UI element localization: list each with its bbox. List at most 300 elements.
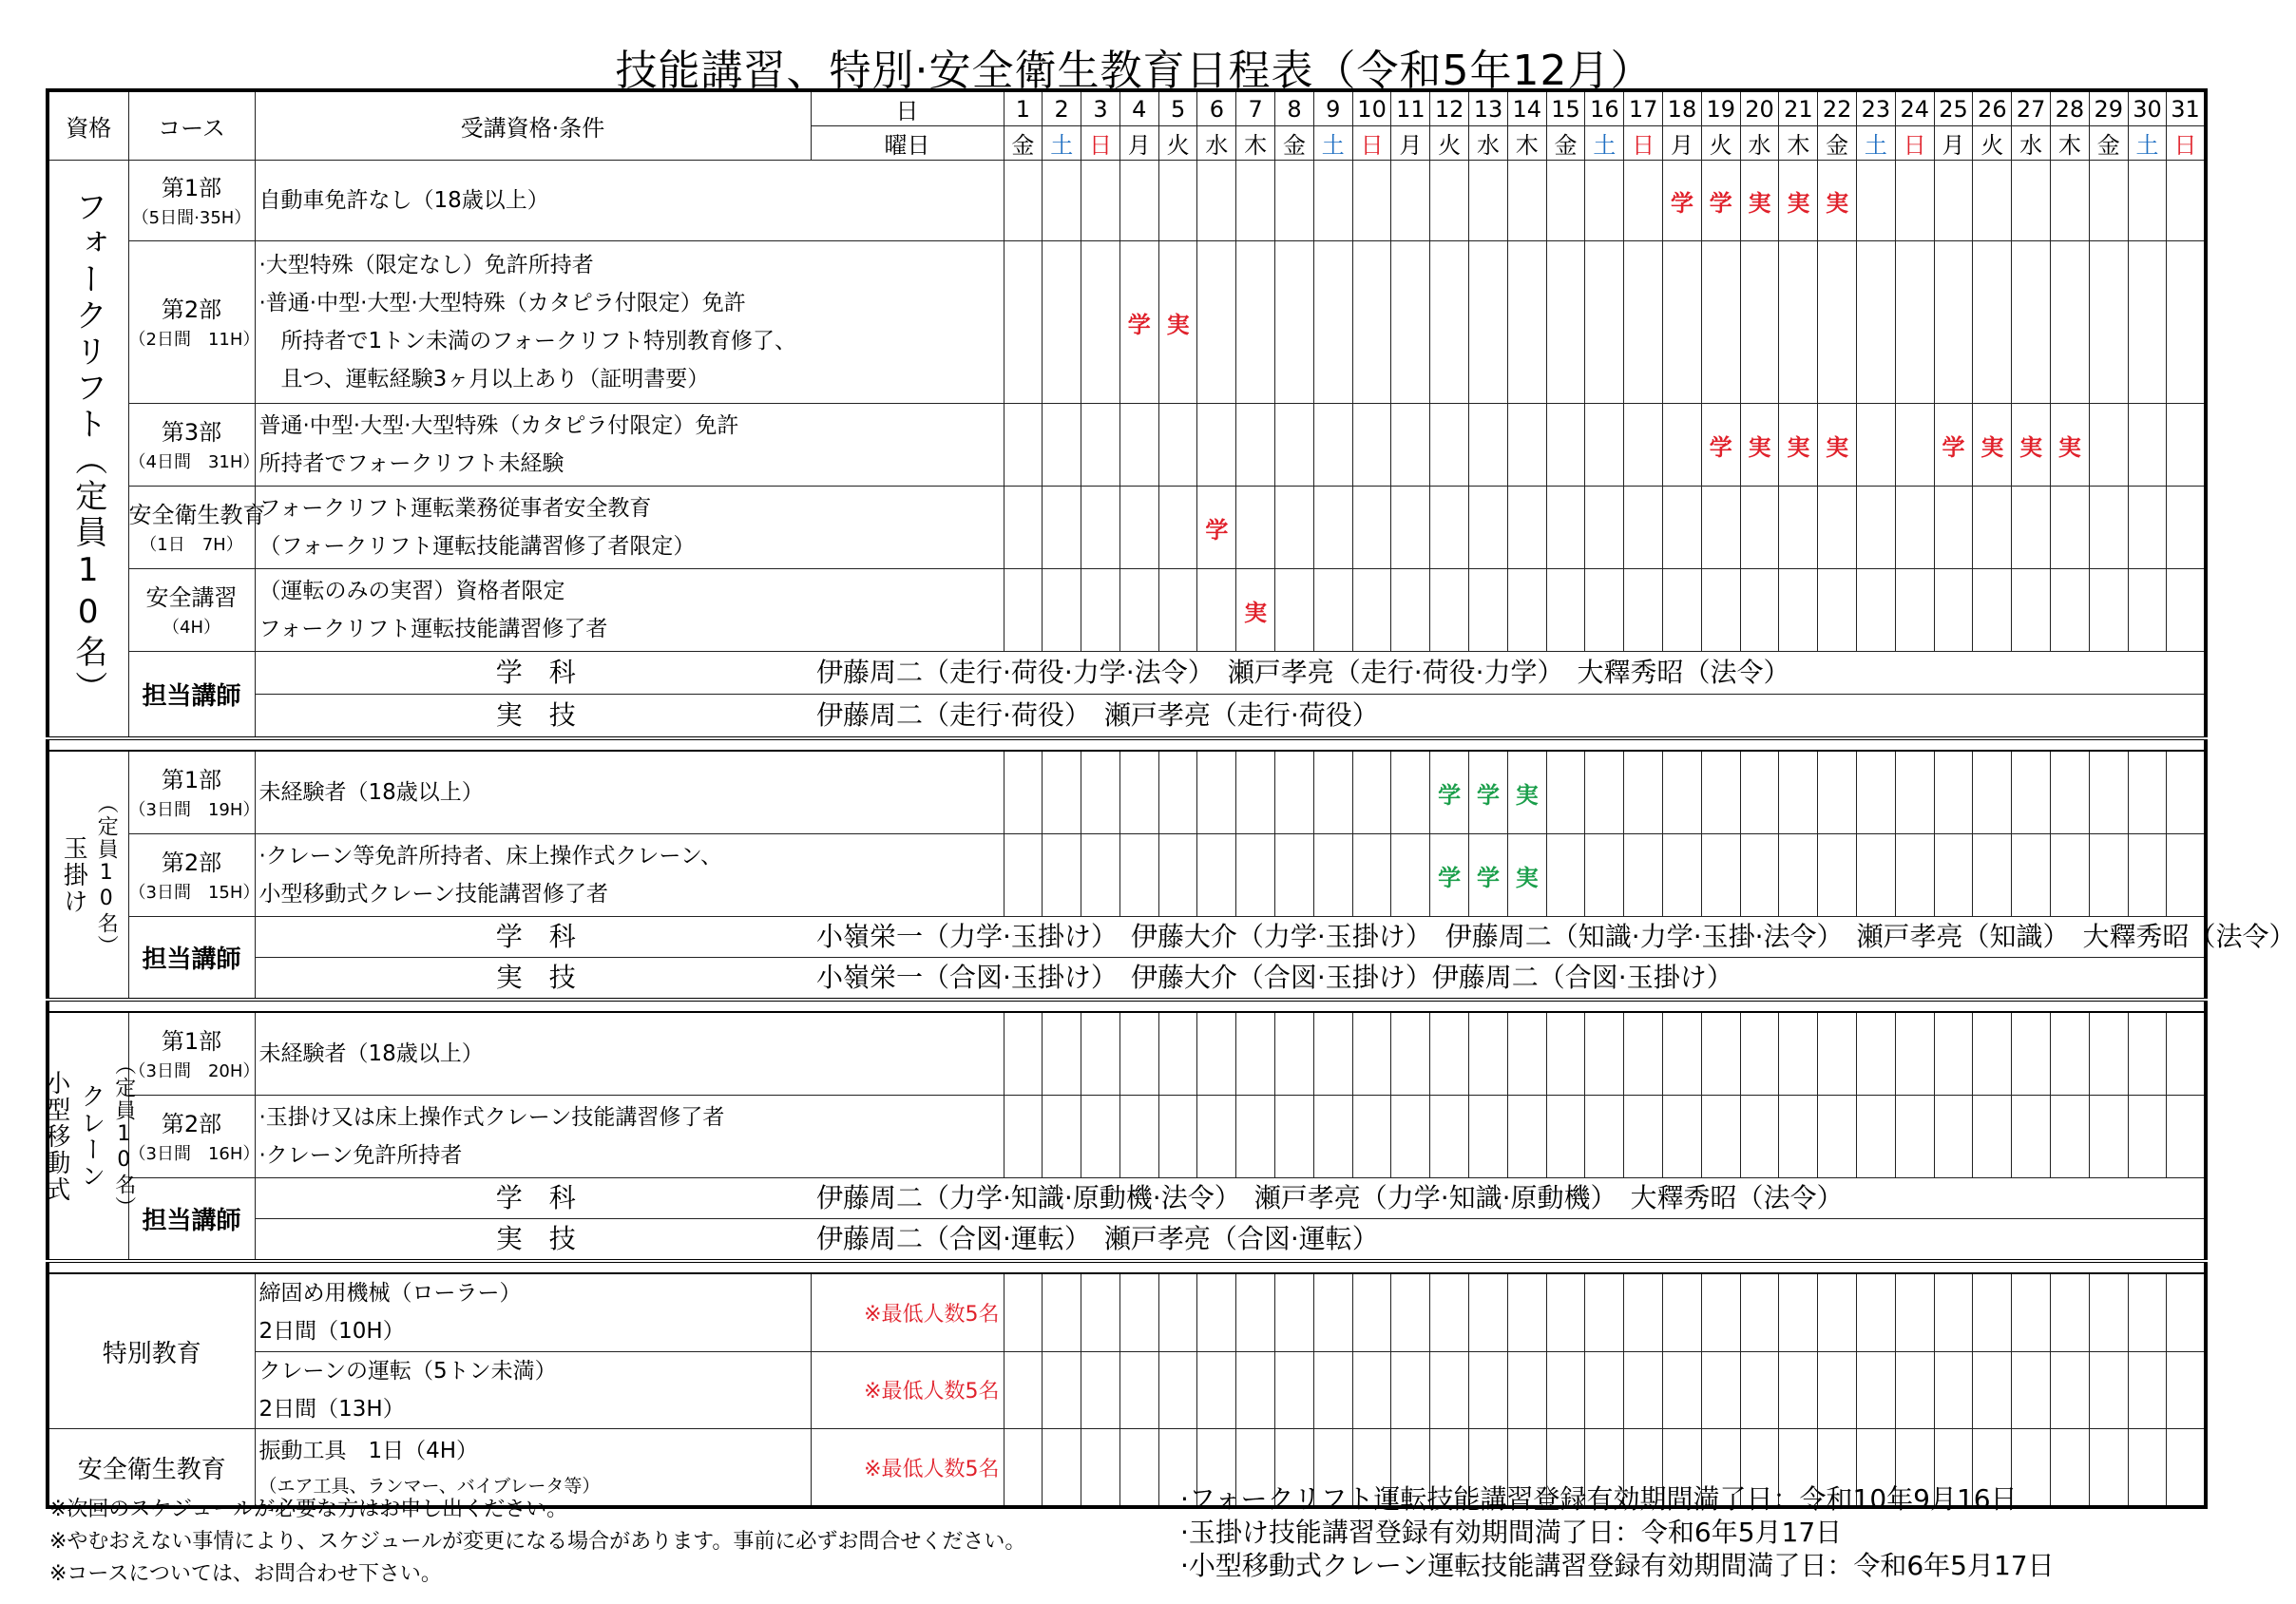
day-cell-29 bbox=[2089, 834, 2128, 917]
day-cell-19 bbox=[1701, 1012, 1740, 1096]
day-cell-30 bbox=[2128, 241, 2167, 404]
course-label: 第1部 bbox=[161, 1027, 222, 1055]
section-separator bbox=[48, 1261, 2206, 1273]
condition-line: フォークリフト運転業務従事者安全教育 bbox=[258, 495, 652, 521]
day-cell-5 bbox=[1158, 751, 1197, 834]
day-cell-24 bbox=[1895, 1096, 1934, 1178]
day-cell-6 bbox=[1197, 1012, 1236, 1096]
course-conditions bbox=[255, 569, 1004, 652]
day-cell-31 bbox=[2167, 569, 2206, 652]
day-cell-24 bbox=[1895, 569, 1934, 652]
weekday: 土 bbox=[2128, 126, 2167, 161]
weekday: 水 bbox=[1469, 126, 1508, 161]
day-cell-4 bbox=[1119, 1429, 1158, 1508]
day-number: 24 bbox=[1895, 90, 1934, 126]
day-cell-18 bbox=[1663, 1012, 1702, 1096]
day-cell-21 bbox=[1779, 1273, 1818, 1351]
day-cell-2 bbox=[1043, 1012, 1081, 1096]
day-cell-14 bbox=[1507, 569, 1546, 652]
day-cell-6 bbox=[1197, 834, 1236, 917]
day-cell-27 bbox=[2012, 834, 2051, 917]
day-cell-11 bbox=[1391, 751, 1430, 834]
day-cell-29 bbox=[2089, 1096, 2128, 1178]
day-cell-30 bbox=[2128, 834, 2167, 917]
day-number: 14 bbox=[1507, 90, 1546, 126]
day-cell-7 bbox=[1236, 1012, 1275, 1096]
section-separator bbox=[48, 738, 2206, 751]
day-cell-27 bbox=[2012, 161, 2051, 241]
course-day-mark: 実 bbox=[1507, 751, 1546, 834]
day-cell-11 bbox=[1391, 161, 1430, 241]
day-cell-13 bbox=[1469, 1096, 1508, 1178]
day-cell-6 bbox=[1197, 241, 1236, 404]
day-cell-8 bbox=[1275, 1273, 1314, 1351]
day-cell-28 bbox=[2051, 1096, 2090, 1178]
day-cell-17 bbox=[1624, 1273, 1663, 1351]
day-cell-26 bbox=[1973, 1273, 2012, 1351]
day-cell-9 bbox=[1313, 569, 1352, 652]
day-cell-28 bbox=[2051, 1012, 2090, 1096]
course-day-mark: 学 bbox=[1197, 487, 1236, 569]
day-cell-25 bbox=[1934, 487, 1973, 569]
course-day-mark: 実 bbox=[1507, 834, 1546, 917]
day-number: 7 bbox=[1236, 90, 1275, 126]
weekday: 日 bbox=[1624, 126, 1663, 161]
day-cell-30 bbox=[2128, 1096, 2167, 1178]
day-cell-5 bbox=[1158, 1273, 1197, 1351]
day-label: 日 bbox=[811, 90, 1004, 126]
day-cell-3 bbox=[1081, 1429, 1120, 1508]
day-cell-24 bbox=[1895, 1351, 1934, 1429]
course-day-mark: 実 bbox=[2051, 404, 2090, 487]
day-cell-21 bbox=[1779, 487, 1818, 569]
day-cell-23 bbox=[1857, 1273, 1896, 1351]
day-cell-25 bbox=[1934, 241, 1973, 404]
weekday: 水 bbox=[1197, 126, 1236, 161]
course-duration: （1日 7H） bbox=[140, 534, 243, 555]
day-cell-20 bbox=[1740, 1273, 1779, 1351]
day-number: 15 bbox=[1546, 90, 1585, 126]
day-cell-10 bbox=[1352, 161, 1391, 241]
condition-line: ·普通·中型·大型·大型特殊（カタピラ付限定）免許 bbox=[258, 290, 746, 315]
day-cell-17 bbox=[1624, 404, 1663, 487]
day-cell-5 bbox=[1158, 487, 1197, 569]
crane-qualification bbox=[41, 1012, 136, 1261]
course-label: 安全衛生教育 bbox=[128, 501, 266, 528]
day-cell-27 bbox=[2012, 1012, 2051, 1096]
day-cell-11 bbox=[1391, 1351, 1430, 1429]
day-cell-2 bbox=[1043, 751, 1081, 834]
day-cell-28 bbox=[2051, 487, 2090, 569]
day-number: 25 bbox=[1934, 90, 1973, 126]
day-cell-3 bbox=[1081, 161, 1120, 241]
course-name bbox=[128, 161, 255, 241]
day-cell-3 bbox=[1081, 1012, 1120, 1096]
day-cell-24 bbox=[1895, 1273, 1934, 1351]
day-cell-28 bbox=[2051, 834, 2090, 917]
course-label: 安全講習 bbox=[145, 583, 238, 611]
day-cell-9 bbox=[1313, 1096, 1352, 1178]
day-cell-17 bbox=[1624, 1096, 1663, 1178]
day-cell-17 bbox=[1624, 569, 1663, 652]
practice-label: 実 技 bbox=[255, 958, 811, 1001]
day-cell-5 bbox=[1158, 161, 1197, 241]
day-cell-7 bbox=[1236, 404, 1275, 487]
day-cell-4 bbox=[1119, 1351, 1158, 1429]
day-cell-16 bbox=[1585, 161, 1624, 241]
day-number: 30 bbox=[2128, 90, 2167, 126]
course-conditions bbox=[255, 1096, 1004, 1178]
day-number: 11 bbox=[1391, 90, 1430, 126]
day-cell-12 bbox=[1430, 1012, 1469, 1096]
registration-note: ·フォークリフト運転技能講習登録有効期間満了日：令和10年9月16日 bbox=[1180, 1483, 2018, 1515]
minimum-participants-note: ※最低人数5名 bbox=[811, 1429, 1004, 1508]
day-cell-10 bbox=[1352, 834, 1391, 917]
day-cell-25 bbox=[1934, 161, 1973, 241]
day-cell-25 bbox=[1934, 1273, 1973, 1351]
day-cell-19 bbox=[1701, 569, 1740, 652]
practice-label: 実 技 bbox=[255, 695, 811, 739]
day-number: 27 bbox=[2012, 90, 2051, 126]
course-day-mark: 学 bbox=[1430, 751, 1469, 834]
day-cell-8 bbox=[1275, 569, 1314, 652]
day-cell-16 bbox=[1585, 751, 1624, 834]
day-cell-12 bbox=[1430, 1096, 1469, 1178]
instructor-label: 担当講師 bbox=[128, 917, 255, 1001]
course-day-mark: 学 bbox=[1934, 404, 1973, 487]
day-number: 31 bbox=[2167, 90, 2206, 126]
condition-line: 所持者でフォークリフト未経験 bbox=[258, 451, 564, 476]
day-cell-9 bbox=[1313, 1273, 1352, 1351]
day-cell-31 bbox=[2167, 1012, 2206, 1096]
day-cell-29 bbox=[2089, 1351, 2128, 1429]
weekday: 土 bbox=[1585, 126, 1624, 161]
day-cell-7 bbox=[1236, 1351, 1275, 1429]
day-cell-20 bbox=[1740, 834, 1779, 917]
day-cell-5 bbox=[1158, 834, 1197, 917]
day-cell-5 bbox=[1158, 1012, 1197, 1096]
day-cell-2 bbox=[1043, 161, 1081, 241]
day-cell-17 bbox=[1624, 241, 1663, 404]
day-cell-30 bbox=[2128, 1351, 2167, 1429]
course-duration: （3日間 16H） bbox=[128, 1143, 260, 1164]
course-day-mark: 実 bbox=[1818, 161, 1857, 241]
day-cell-20 bbox=[1740, 1096, 1779, 1178]
day-cell-10 bbox=[1352, 1351, 1391, 1429]
day-cell-14 bbox=[1507, 1096, 1546, 1178]
day-cell-15 bbox=[1546, 834, 1585, 917]
day-cell-29 bbox=[2089, 1012, 2128, 1096]
lecture-instructors: 伊藤周二（走行·荷役·力学·法令） 瀬戸孝亮（走行·荷役·力学） 大釋秀昭（法令） bbox=[811, 652, 2206, 695]
course-conditions bbox=[255, 241, 1004, 404]
day-cell-23 bbox=[1857, 161, 1896, 241]
weekday: 木 bbox=[1236, 126, 1275, 161]
day-number: 20 bbox=[1740, 90, 1779, 126]
weekday: 木 bbox=[2051, 126, 2090, 161]
course-duration: （2日間 11H） bbox=[128, 329, 260, 350]
day-cell-6 bbox=[1197, 1096, 1236, 1178]
day-cell-3 bbox=[1081, 241, 1120, 404]
day-cell-2 bbox=[1043, 487, 1081, 569]
day-number: 18 bbox=[1663, 90, 1702, 126]
day-cell-19 bbox=[1701, 1273, 1740, 1351]
day-cell-30 bbox=[2128, 1273, 2167, 1351]
day-cell-1 bbox=[1004, 1096, 1043, 1178]
course-day-mark: 学 bbox=[1469, 751, 1508, 834]
day-cell-1 bbox=[1004, 1012, 1043, 1096]
day-cell-24 bbox=[1895, 751, 1934, 834]
day-cell-14 bbox=[1507, 1012, 1546, 1096]
day-cell-6 bbox=[1197, 569, 1236, 652]
day-cell-16 bbox=[1585, 1012, 1624, 1096]
day-cell-22 bbox=[1818, 569, 1857, 652]
day-cell-9 bbox=[1313, 751, 1352, 834]
day-cell-26 bbox=[1973, 569, 2012, 652]
day-cell-9 bbox=[1313, 241, 1352, 404]
weekday: 金 bbox=[1004, 126, 1043, 161]
day-cell-7 bbox=[1236, 161, 1275, 241]
course-label: 第2部 bbox=[161, 1110, 222, 1137]
weekday: 月 bbox=[1119, 126, 1158, 161]
day-cell-16 bbox=[1585, 404, 1624, 487]
day-cell-7 bbox=[1236, 241, 1275, 404]
day-cell-11 bbox=[1391, 1096, 1430, 1178]
day-cell-31 bbox=[2167, 1096, 2206, 1178]
day-cell-31 bbox=[2167, 161, 2206, 241]
day-number: 29 bbox=[2089, 90, 2128, 126]
day-cell-16 bbox=[1585, 569, 1624, 652]
day-number: 23 bbox=[1857, 90, 1896, 126]
course-day-mark: 実 bbox=[1779, 161, 1818, 241]
day-cell-21 bbox=[1779, 1012, 1818, 1096]
condition-line: ·玉掛け又は床上操作式クレーン技能講習修了者 bbox=[258, 1104, 725, 1130]
condition-line: 自動車免許なし（18歳以上） bbox=[258, 187, 549, 213]
day-cell-26 bbox=[1973, 1351, 2012, 1429]
weekday: 木 bbox=[1507, 126, 1546, 161]
condition-line: （フォークリフト運転技能講習修了者限定） bbox=[258, 534, 696, 559]
day-number: 17 bbox=[1624, 90, 1663, 126]
day-cell-12 bbox=[1430, 487, 1469, 569]
day-cell-9 bbox=[1313, 487, 1352, 569]
day-cell-5 bbox=[1158, 404, 1197, 487]
weekday: 火 bbox=[1158, 126, 1197, 161]
course-day-mark: 実 bbox=[1740, 404, 1779, 487]
course-duration: （3日間 15H） bbox=[128, 882, 260, 903]
qualification-name: 玉掛け bbox=[59, 834, 88, 915]
day-cell-31 bbox=[2167, 834, 2206, 917]
day-cell-25 bbox=[1934, 1096, 1973, 1178]
day-cell-2 bbox=[1043, 1096, 1081, 1178]
day-cell-1 bbox=[1004, 161, 1043, 241]
day-cell-17 bbox=[1624, 1351, 1663, 1429]
day-cell-27 bbox=[2012, 487, 2051, 569]
day-cell-14 bbox=[1507, 1351, 1546, 1429]
footer-note: ※やむおえない事情により、スケジュールが変更になる場合があります。事前に必ずお問合せください。 bbox=[49, 1530, 1026, 1555]
day-cell-12 bbox=[1430, 241, 1469, 404]
day-cell-11 bbox=[1391, 834, 1430, 917]
course-duration: （4H） bbox=[163, 617, 220, 638]
day-cell-3 bbox=[1081, 1273, 1120, 1351]
practice-instructors: 小嶺栄一（合図·玉掛け） 伊藤大介（合図·玉掛け）伊藤周二（合図·玉掛け） bbox=[811, 958, 2206, 1001]
course-day-mark: 実 bbox=[1236, 569, 1275, 652]
day-number: 8 bbox=[1275, 90, 1314, 126]
day-cell-17 bbox=[1624, 1012, 1663, 1096]
day-cell-22 bbox=[1818, 1096, 1857, 1178]
day-cell-11 bbox=[1391, 569, 1430, 652]
day-cell-22 bbox=[1818, 487, 1857, 569]
qualification-name: フォークリフト（定員10名） bbox=[68, 190, 107, 707]
course-name bbox=[128, 834, 260, 917]
course-conditions bbox=[255, 1012, 1004, 1096]
day-cell-2 bbox=[1043, 404, 1081, 487]
day-cell-8 bbox=[1275, 161, 1314, 241]
day-cell-14 bbox=[1507, 161, 1546, 241]
day-cell-27 bbox=[2012, 241, 2051, 404]
safety-name: 安全衛生教育 bbox=[48, 1429, 255, 1508]
day-cell-13 bbox=[1469, 487, 1508, 569]
weekday: 金 bbox=[2089, 126, 2128, 161]
course-conditions bbox=[255, 161, 1004, 241]
condition-line: 2日間（10H） bbox=[258, 1319, 405, 1345]
day-cell-15 bbox=[1546, 1012, 1585, 1096]
day-cell-14 bbox=[1507, 404, 1546, 487]
lecture-label: 学 科 bbox=[255, 652, 811, 695]
day-cell-10 bbox=[1352, 1096, 1391, 1178]
day-cell-15 bbox=[1546, 487, 1585, 569]
day-cell-14 bbox=[1507, 487, 1546, 569]
day-cell-4 bbox=[1119, 1273, 1158, 1351]
day-cell-4 bbox=[1119, 487, 1158, 569]
day-cell-5 bbox=[1158, 1351, 1197, 1429]
weekday: 火 bbox=[1701, 126, 1740, 161]
weekday: 火 bbox=[1430, 126, 1469, 161]
day-cell-1 bbox=[1004, 751, 1043, 834]
day-number: 3 bbox=[1081, 90, 1120, 126]
day-cell-23 bbox=[1857, 1012, 1896, 1096]
lecture-label: 学 科 bbox=[255, 1178, 811, 1219]
course-duration: （3日間 19H） bbox=[128, 799, 260, 820]
day-cell-30 bbox=[2128, 1012, 2167, 1096]
footer-notes-left bbox=[49, 1494, 1025, 1591]
course-conditions bbox=[255, 487, 1004, 569]
day-cell-11 bbox=[1391, 1012, 1430, 1096]
day-cell-19 bbox=[1701, 751, 1740, 834]
day-number: 26 bbox=[1973, 90, 2012, 126]
day-cell-3 bbox=[1081, 487, 1120, 569]
day-number: 5 bbox=[1158, 90, 1197, 126]
condition-line: 2日間（13H） bbox=[258, 1396, 405, 1422]
day-cell-26 bbox=[1973, 834, 2012, 917]
day-number: 2 bbox=[1043, 90, 1081, 126]
day-cell-4 bbox=[1119, 569, 1158, 652]
day-cell-20 bbox=[1740, 751, 1779, 834]
day-cell-7 bbox=[1236, 1096, 1275, 1178]
condition-line: 所持者で1トン未満のフォークリフト特別教育修了、 bbox=[258, 329, 796, 353]
day-cell-18 bbox=[1663, 487, 1702, 569]
condition-line: ·クレーン免許所持者 bbox=[258, 1143, 463, 1168]
footer-note: ※コースについては、お問合わせ下さい。 bbox=[49, 1562, 442, 1587]
day-cell-31 bbox=[2167, 751, 2206, 834]
condition-line: クレーンの運転（5トン未満） bbox=[258, 1358, 557, 1384]
course-name bbox=[128, 487, 266, 569]
day-cell-12 bbox=[1430, 161, 1469, 241]
day-number: 4 bbox=[1119, 90, 1158, 126]
day-cell-17 bbox=[1624, 487, 1663, 569]
day-cell-27 bbox=[2012, 1096, 2051, 1178]
day-cell-4 bbox=[1119, 834, 1158, 917]
weekday: 金 bbox=[1275, 126, 1314, 161]
day-number: 28 bbox=[2051, 90, 2090, 126]
capacity-label: （定員10名） bbox=[94, 792, 119, 958]
course-name bbox=[128, 569, 255, 652]
day-cell-13 bbox=[1469, 1012, 1508, 1096]
qualification-name: 小型移動式 bbox=[41, 1069, 70, 1203]
course-label: 第3部 bbox=[161, 418, 222, 446]
day-cell-28 bbox=[2051, 569, 2090, 652]
forklift-qualification bbox=[48, 161, 128, 739]
day-cell-7 bbox=[1236, 834, 1275, 917]
day-cell-8 bbox=[1275, 751, 1314, 834]
course-day-mark: 実 bbox=[1158, 241, 1197, 404]
day-cell-30 bbox=[2128, 404, 2167, 487]
day-number: 1 bbox=[1004, 90, 1043, 126]
day-cell-12 bbox=[1430, 569, 1469, 652]
day-cell-20 bbox=[1740, 487, 1779, 569]
day-cell-21 bbox=[1779, 1096, 1818, 1178]
day-number: 12 bbox=[1430, 90, 1469, 126]
day-cell-10 bbox=[1352, 751, 1391, 834]
course-day-mark: 実 bbox=[1818, 404, 1857, 487]
day-cell-7 bbox=[1236, 487, 1275, 569]
day-cell-13 bbox=[1469, 161, 1508, 241]
registration-note: ·小型移動式クレーン運転技能講習登録有効期間満了日：令和6年5月17日 bbox=[1180, 1550, 2055, 1581]
day-cell-28 bbox=[2051, 1429, 2090, 1508]
day-cell-21 bbox=[1779, 1351, 1818, 1429]
day-number: 22 bbox=[1818, 90, 1857, 126]
day-cell-4 bbox=[1119, 1012, 1158, 1096]
day-cell-23 bbox=[1857, 751, 1896, 834]
day-cell-2 bbox=[1043, 1351, 1081, 1429]
day-cell-18 bbox=[1663, 1096, 1702, 1178]
weekday: 金 bbox=[1546, 126, 1585, 161]
course-label: 第1部 bbox=[161, 174, 222, 201]
day-cell-24 bbox=[1895, 834, 1934, 917]
weekday: 日 bbox=[2167, 126, 2206, 161]
course-day-mark: 学 bbox=[1469, 834, 1508, 917]
weekday: 水 bbox=[1740, 126, 1779, 161]
page-title: 技能講習、特別·安全衛生教育日程表（令和5年12月） bbox=[615, 47, 1654, 95]
section-separator bbox=[48, 1000, 2206, 1012]
day-cell-3 bbox=[1081, 404, 1120, 487]
day-cell-22 bbox=[1818, 241, 1857, 404]
day-cell-25 bbox=[1934, 751, 1973, 834]
day-cell-16 bbox=[1585, 1096, 1624, 1178]
capacity-label: （定員10名） bbox=[111, 1053, 136, 1219]
course-name bbox=[128, 241, 260, 404]
course-day-mark: 学 bbox=[1701, 404, 1740, 487]
instructor-label: 担当講師 bbox=[128, 1178, 255, 1262]
condition-line: 小型移動式クレーン技能講習修了者 bbox=[258, 882, 609, 907]
day-cell-25 bbox=[1934, 569, 1973, 652]
course-day-mark: 学 bbox=[1701, 161, 1740, 241]
day-cell-22 bbox=[1818, 751, 1857, 834]
day-cell-6 bbox=[1197, 1273, 1236, 1351]
day-cell-23 bbox=[1857, 241, 1896, 404]
day-cell-31 bbox=[2167, 1273, 2206, 1351]
day-number: 16 bbox=[1585, 90, 1624, 126]
day-cell-18 bbox=[1663, 834, 1702, 917]
day-cell-1 bbox=[1004, 1351, 1043, 1429]
